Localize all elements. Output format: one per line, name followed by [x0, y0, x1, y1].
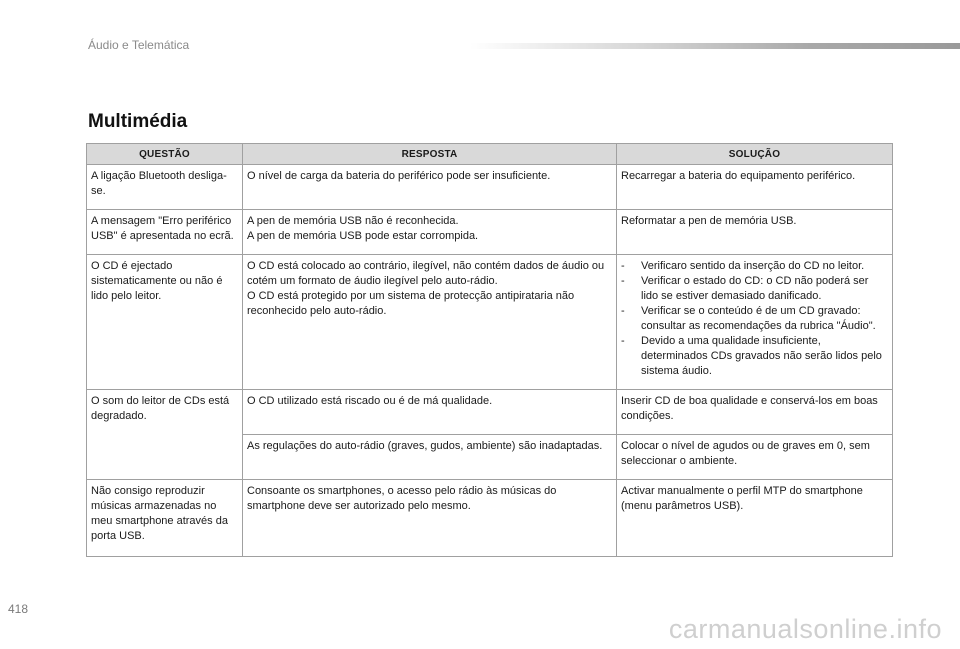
question-cell: A mensagem "Erro periférico USB" é apresentada no ecrã.	[87, 210, 243, 255]
dash-bullet: -	[621, 305, 625, 317]
column-header-solution: SOLUÇÃO	[617, 144, 893, 165]
list-item: - Verificar o estado do CD: o CD não poderá ser lido se estiver demasiado danificado.	[621, 275, 869, 302]
list-item: - Verificaro sentido da inserção do CD no leitor.	[621, 260, 865, 272]
solution-cell: Activar manualmente o perfil MTP do smartphone (menu parâmetros USB).	[617, 480, 893, 557]
list-item: - Verificar se o conteúdo é de um CD gravado: consultar as recomendações da rubrica "Áudio".	[621, 305, 876, 332]
dash-bullet: -	[621, 275, 625, 287]
solution-cell	[617, 255, 893, 390]
dash-bullet: -	[621, 260, 625, 272]
solution-cell: Reformatar a pen de memória USB.	[617, 210, 893, 255]
running-header: Áudio e Telemática	[88, 38, 190, 52]
table-row	[87, 390, 893, 435]
table-row	[87, 210, 893, 255]
table-header-row	[87, 144, 893, 165]
faq-table	[86, 143, 893, 557]
answer-cell: As regulações do auto-rádio (graves, gudos, ambiente) são inadaptadas.	[243, 435, 617, 480]
table-row	[87, 165, 893, 210]
question-cell: A ligação Bluetooth desliga-se.	[87, 165, 243, 210]
solution-cell: Colocar o nível de agudos ou de graves em 0, sem seleccionar o ambiente.	[617, 435, 893, 480]
table-row	[87, 480, 893, 557]
table-row	[87, 255, 893, 390]
solution-cell: Recarregar a bateria do equipamento periférico.	[617, 165, 893, 210]
list-item: - Devido a uma qualidade insuficiente, determinados CDs gravados não serão lidos pelo sistema áudio.	[621, 335, 882, 377]
question-cell: Não consigo reproduzir músicas armazenadas no meu smartphone através da porta USB.	[87, 480, 243, 557]
answer-cell: Consoante os smartphones, o acesso pelo rádio às músicas do smartphone deve ser autorizado pelo mesmo.	[243, 480, 617, 557]
page-title: Multimédia	[88, 111, 188, 132]
answer-cell: O nível de carga da bateria do periférico pode ser insuficiente.	[243, 165, 617, 210]
answer-cell: A pen de memória USB não é reconhecida. A pen de memória USB pode estar corrompida.	[243, 210, 617, 255]
dash-bullet: -	[621, 335, 625, 347]
answer-cell: O CD está colocado ao contrário, ilegível, não contém dados de áudio ou cotém um formato de áudio ilegível pelo auto-rádio. O CD está protegido por um sistema de protecção antipirataria não reconhecido pelo auto-rádio.	[243, 255, 617, 390]
question-cell: O som do leitor de CDs está degradado.	[87, 390, 243, 480]
column-header-answer: RESPOSTA	[243, 144, 617, 165]
solution-cell: Inserir CD de boa qualidade e conservá-los em boas condições.	[617, 390, 893, 435]
watermark-text: carmanualsonline.info	[668, 614, 942, 644]
header-gradient-bar	[470, 43, 960, 49]
question-cell: O CD é ejectado sistematicamente ou não é lido pelo leitor.	[87, 255, 243, 390]
answer-cell: O CD utilizado está riscado ou é de má qualidade.	[243, 390, 617, 435]
column-header-question: QUESTÃO	[87, 144, 243, 165]
page-number: 418	[8, 602, 29, 616]
